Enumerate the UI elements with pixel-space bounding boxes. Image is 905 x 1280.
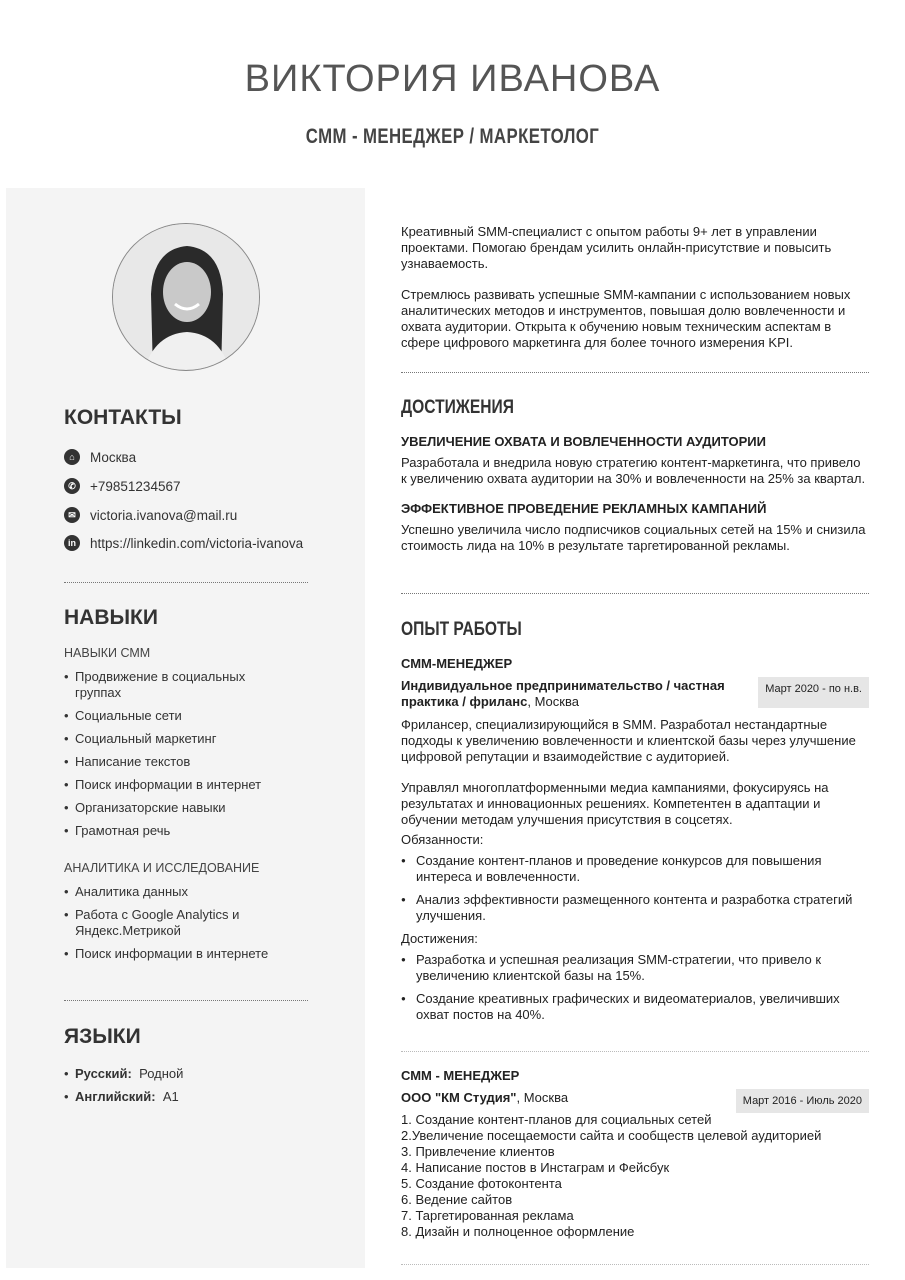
linkedin-link[interactable]: https://linkedin.com/victoria-ivanova [90,535,304,551]
summary [401,224,869,351]
skill-item: • Поиск информации в интернет [64,777,314,793]
language-level: A1 [162,1089,179,1104]
skill-item: • Организаторские навыки [64,800,314,816]
summary-paragraph: Креативный SMM-специалист с опытом работы 9+ лет в управлении проектами. Помогаю брендам усилить онлайн-присутствие и повысить узнаваемость. [401,224,832,271]
divider [401,593,869,594]
mail-icon: ✉ [64,507,80,523]
task-item: 2.Увеличение посещаемости сайта и сообществ целевой аудиторией [401,1128,822,1143]
job-position: СММ-МЕНЕДЖЕР [401,656,513,671]
skill-item: • Поиск информации в интернете [64,946,314,962]
linkedin-icon: in [64,535,80,551]
job-achievement-item: ● Создание креативных графических и видеоматериалов, увеличивших охват постов на 40%. [401,991,869,1023]
divider [64,582,308,583]
language-item [64,1089,314,1105]
profile-photo [112,223,260,371]
job-achievement-item: ● Разработка и успешная реализация SMM-стратегии, что привело к увеличению клиентской базы на 15%. [401,952,869,984]
achievements-heading: ДОСТИЖЕНИЯ [401,397,514,418]
contact-city [64,449,136,465]
divider [64,1000,308,1001]
sidebar [6,188,365,1268]
task-item: 8. Дизайн и полноценное оформление [401,1224,635,1239]
job-company: ООО "КМ Студия" [401,1090,517,1105]
skill-list [64,884,314,969]
contact-linkedin [64,535,303,551]
job-city: , Москва [516,1090,569,1105]
task-item: 6. Ведение сайтов [401,1192,513,1207]
achievement-title: УВЕЛИЧЕНИЕ ОХВАТА И ВОВЛЕЧЕННОСТИ АУДИТОРИИ [401,434,766,449]
job-city: , Москва [527,694,579,709]
job-achievements-label: Достижения: [401,931,478,946]
job-achievements-list [401,952,869,1023]
language-level: Родной [139,1066,184,1081]
task-item: 5. Создание фотоконтента [401,1176,562,1191]
job-description: Управлял многоплатформенными медиа кампаниями, фокусируясь на результатах и инновационных решениях. Компетентен в адаптации и обучении методам улучшения присутствия в соцсетях. [401,780,829,827]
skill-item: • Аналитика данных [64,884,314,900]
contacts-heading: КОНТАКТЫ [64,406,182,429]
phone-icon: ✆ [64,478,80,494]
job-date: Март 2016 - Июль 2020 [736,1089,869,1113]
divider [401,1051,869,1052]
home-icon: ⌂ [64,449,80,465]
task-item: 4. Написание постов в Инстаграм и Фейсбук [401,1160,670,1175]
achievement-title: ЭФФЕКТИВНОЕ ПРОВЕДЕНИЕ РЕКЛАМНЫХ КАМПАНИЙ [401,501,767,516]
duty-item: ● Анализ эффективности размещенного контента и разработка стратегий улучшения. [401,892,869,924]
skill-group-title: АНАЛИТИКА И ИССЛЕДОВАНИЕ [64,861,260,875]
skill-group-title: НАВЫКИ СММ [64,646,151,660]
city-text: Москва [90,449,137,465]
duty-item: ● Создание контент-планов и проведение конкурсов для повышения интереса и вовлеченности. [401,853,869,885]
contact-phone [64,478,180,494]
job-entry [401,656,869,1030]
experience-heading: ОПЫТ РАБОТЫ [401,619,522,640]
task-item: 7. Таргетированная реклама [401,1208,574,1223]
divider [401,1264,869,1265]
task-item: 3. Привлечение клиентов [401,1144,555,1159]
skill-item: • Социальные сети [64,708,314,724]
summary-paragraph: Стремлюсь развивать успешные SMM-кампании с использованием новых аналитических методов и инструментов, повышая долю вовлеченности и охвата аудитории. Открыта к обучению новым техническим аспектам в сфере цифрового маркетинга для более точного измерения KPI. [401,287,851,350]
achievement-text: Успешно увеличила число подписчиков социальных сетей на 15% и снизила стоимость лида на 10% в результате таргетированной рекламы. [401,522,866,553]
duties-list [401,853,869,924]
job-position: СММ - МЕНЕДЖЕР [401,1068,520,1083]
job-company: Индивидуальное предпринимательство / частная практика / фриланс [401,678,725,709]
job-description: Фрилансер, специализирующийся в SMM. Разработал нестандартные подходы к увеличению вовлеченности и клиентской базы через улучшение цифровой репутации и взаимодействие с аудиторией. [401,717,856,764]
languages-heading: ЯЗЫКИ [64,1025,141,1048]
skill-item: • Грамотная речь [64,823,314,839]
task-item: 1. Создание контент-планов для социальных сетей [401,1112,712,1127]
job-entry [401,1068,869,1240]
language-name: Английский: [75,1089,156,1104]
skill-item: • Работа с Google Analytics и Яндекс.Метрикой [64,907,249,939]
skill-item: • Продвижение в социальных группах [64,669,254,701]
task-list [401,1112,869,1240]
language-item [64,1066,314,1082]
achievements-section [401,434,869,554]
candidate-role: СММ - МЕНЕДЖЕР / МАРКЕТОЛОГ [305,125,600,148]
skill-list [64,669,314,846]
job-date: Март 2020 - по н.в. [758,677,869,708]
duties-label: Обязанности: [401,832,484,847]
skill-item: • Написание текстов [64,754,314,770]
contact-email [64,507,237,523]
skill-item: • Социальный маркетинг [64,731,314,747]
language-list [64,1066,314,1112]
candidate-name: ВИКТОРИЯ ИВАНОВА [244,58,661,100]
divider [401,372,869,373]
skills-heading: НАВЫКИ [64,606,158,629]
achievement-text: Разработала и внедрила новую стратегию контент-маркетинга, что привело к увеличению охвата аудитории на 30% и вовлеченности на 25% за квартал. [401,455,866,486]
email-text: victoria.ivanova@mail.ru [90,507,238,523]
language-name: Русский: [75,1066,132,1081]
phone-text: +79851234567 [90,478,181,494]
